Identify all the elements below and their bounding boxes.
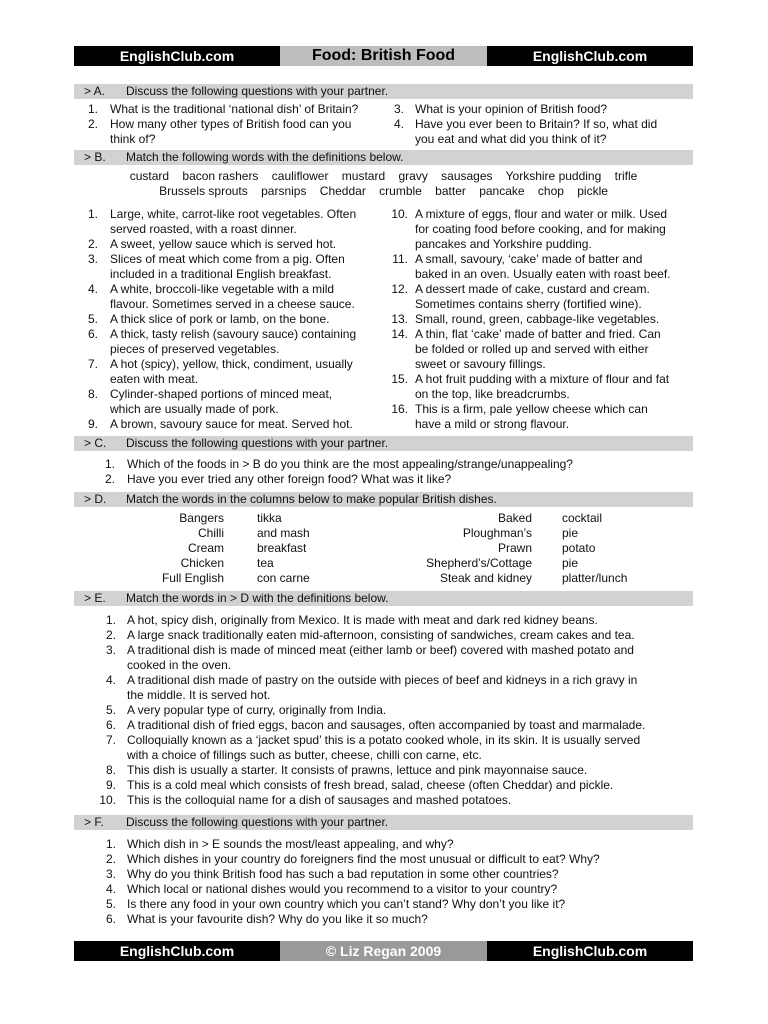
list-item-line: eaten with meat.	[110, 372, 199, 386]
list-number: 10.	[99, 793, 116, 807]
list-item-line: Large, white, carrot-like root vegetables. Often	[110, 207, 357, 221]
section-e-instruction: Match the words in > D with the definitions below.	[126, 591, 389, 605]
section-a-letter: > A.	[84, 84, 106, 98]
section-b-instruction: Match the following words with the definitions below.	[126, 150, 404, 164]
question-a4-line2: you eat and what did you think of it?	[415, 132, 607, 146]
section-f-instruction: Discuss the following questions with your partner.	[126, 815, 389, 829]
dish-first-word: Prawn	[497, 541, 532, 555]
question-a1: What is the traditional ‘national dish’ of Britain?	[110, 102, 359, 116]
list-number: 5.	[87, 312, 98, 326]
section-b-letter: > B.	[84, 150, 106, 164]
list-number: 1.	[104, 457, 115, 471]
list-item-line: on the top, like breadcrumbs.	[415, 387, 570, 401]
list-number: 1.	[105, 613, 116, 627]
footer-bar	[74, 941, 693, 961]
list-number: 3.	[87, 252, 98, 266]
list-item-line: Sometimes contains sherry (fortified wine).	[415, 297, 642, 311]
dish-second-word: pie	[562, 526, 579, 540]
section-d-heading	[74, 492, 693, 507]
list-item-line: with a choice of fillings such as butter, cheese, chilli con carne, etc.	[127, 748, 482, 762]
list-item-line: A thick slice of pork or lamb, on the bone.	[110, 312, 330, 326]
list-item-line: This dish is usually a starter. It consists of prawns, lettuce and pink mayonnaise sauce.	[127, 763, 588, 777]
list-item-line: which are usually made of pork.	[110, 402, 279, 416]
dish-first-word: Steak and kidney	[439, 571, 532, 585]
list-item-line: This is a cold meal which consists of fresh bread, salad, cheese (often Cheddar) and pickle.	[127, 778, 614, 792]
dish-first-word: Cream	[187, 541, 224, 555]
list-item-line: A large snack traditionally eaten mid-afternoon, consisting of sandwiches, cream cakes and tea.	[127, 628, 635, 642]
list-item-line: flavour. Sometimes served in a cheese sauce.	[110, 297, 355, 311]
list-number: 4.	[87, 282, 98, 296]
list-item-line: be folded or rolled up and served with either	[415, 342, 649, 356]
dish-first-word: Chicken	[180, 556, 224, 570]
header-left-brand: EnglishClub.com	[74, 46, 280, 66]
footer-left-brand: EnglishClub.com	[74, 941, 280, 961]
section-e-heading	[74, 591, 693, 606]
list-item-line: A sweet, yellow sauce which is served hot.	[110, 237, 337, 251]
dish-second-word: and mash	[257, 526, 310, 540]
list-item-line: sweet or savoury fillings.	[415, 357, 546, 371]
word-bank-line2: Brussels sprouts parsnips Cheddar crumble batter pancake chop pickle	[159, 184, 608, 198]
dish-first-word: Ploughman’s	[462, 526, 532, 540]
list-number: 6.	[105, 912, 116, 926]
section-c-letter: > C.	[84, 436, 107, 450]
list-number: 1.	[105, 837, 116, 851]
dish-second-word: platter/lunch	[562, 571, 628, 585]
question-a2-line1: How many other types of British food can you	[110, 117, 352, 131]
list-item: Why do you think British food has such a bad reputation in some other countries?	[127, 867, 559, 881]
list-item-line: served roasted, with a roast dinner.	[110, 222, 297, 236]
word-bank-line1: custard bacon rashers cauliflower mustard gravy sausages Yorkshire pudding trifle	[129, 169, 638, 183]
list-number: 9.	[87, 417, 98, 431]
list-number: 11.	[392, 252, 408, 266]
list-item-line: included in a traditional English breakfast.	[110, 267, 332, 281]
list-number: 10.	[391, 207, 408, 221]
list-item: Which local or national dishes would you recommend to a visitor to your country?	[127, 882, 558, 896]
list-item-line: A traditional dish made of pastry on the outside with pieces of beef and kidneys in a rich gravy in	[127, 673, 638, 687]
list-item-line: A thin, flat ‘cake’ made of batter and fried. Can	[415, 327, 661, 341]
list-item-line: Slices of meat which come from a pig. Often	[110, 252, 345, 266]
list-number: 7.	[105, 733, 116, 747]
list-number: 2.	[87, 117, 98, 131]
list-number: 5.	[105, 897, 116, 911]
list-item-line: cooked in the oven.	[127, 658, 232, 672]
dish-second-word: cocktail	[562, 511, 603, 525]
list-item-line: the middle. It is served hot.	[127, 688, 271, 702]
section-d-instruction: Match the words in the columns below to make popular British dishes.	[126, 492, 497, 506]
list-number: 6.	[105, 718, 116, 732]
list-item-line: pieces of preserved vegetables.	[110, 342, 280, 356]
list-number: 7.	[87, 357, 98, 371]
question-a2-line2: think of?	[110, 132, 156, 146]
dish-second-word: pie	[562, 556, 579, 570]
dish-first-word: Full English	[161, 571, 224, 585]
list-number: 3.	[393, 102, 404, 116]
list-number: 6.	[87, 327, 98, 341]
list-item-line: A brown, savoury sauce for meat. Served hot.	[110, 417, 353, 431]
list-item-line: Colloquially known as a ‘jacket spud’ this is a potato cooked whole, in its skin. It is usually served	[127, 733, 641, 747]
list-item: Which dishes in your country do foreigners find the most unusual or difficult to eat? Why?	[127, 852, 600, 866]
dish-first-word: Shepherd’s/Cottage	[426, 556, 532, 570]
list-number: 8.	[87, 387, 98, 401]
list-item-line: A very popular type of curry, originally from India.	[127, 703, 387, 717]
list-number: 2.	[105, 628, 116, 642]
list-item-line: A white, broccoli-like vegetable with a mild	[110, 282, 335, 296]
list-number: 5.	[105, 703, 116, 717]
question-a3: What is your opinion of British food?	[415, 102, 608, 116]
list-number: 2.	[105, 852, 116, 866]
dish-second-word: breakfast	[257, 541, 307, 555]
section-f-heading	[74, 815, 693, 830]
list-item-line: baked in an oven. Usually eaten with roast beef.	[415, 267, 671, 281]
section-a-heading	[74, 84, 693, 99]
list-item-line: A mixture of eggs, flour and water or milk. Used	[415, 207, 668, 221]
list-number: 16.	[391, 402, 408, 416]
list-item-line: A hot, spicy dish, originally from Mexico. It is made with meat and dark red kidney beans.	[127, 613, 598, 627]
dish-second-word: potato	[562, 541, 596, 555]
list-item: Is there any food in your own country which you can’t stand? Why don’t you like it?	[127, 897, 566, 911]
header-bar	[74, 46, 693, 66]
list-number: 4.	[393, 117, 404, 131]
list-item: Which dish in > E sounds the most/least appealing, and why?	[127, 837, 454, 851]
list-number: 15.	[391, 372, 408, 386]
list-number: 1.	[87, 207, 98, 221]
section-d-letter: > D.	[84, 492, 107, 506]
list-number: 1.	[87, 102, 98, 116]
list-item: Have you ever tried any other foreign food? What was it like?	[127, 472, 452, 486]
section-e-letter: > E.	[84, 591, 106, 605]
list-number: 3.	[105, 867, 116, 881]
list-item-line: for coating food before cooking, and for making	[415, 222, 666, 236]
list-item-line: A hot (spicy), yellow, thick, condiment, usually	[110, 357, 353, 371]
list-item-line: A traditional dish of fried eggs, bacon and sausages, often accompanied by toast and marmalade.	[127, 718, 646, 732]
list-item-line: A hot fruit pudding with a mixture of flour and fat	[415, 372, 670, 386]
section-b-heading	[74, 150, 693, 165]
section-a-instruction: Discuss the following questions with your partner.	[126, 84, 389, 98]
list-number: 4.	[105, 882, 116, 896]
header-right-brand: EnglishClub.com	[487, 46, 693, 66]
section-f-letter: > F.	[84, 815, 104, 829]
list-item-line: A thick, tasty relish (savoury sauce) containing	[110, 327, 357, 341]
list-number: 4.	[105, 673, 116, 687]
page-title: Food: British Food	[280, 46, 487, 66]
list-item: What is your favourite dish? Why do you like it so much?	[127, 912, 428, 926]
section-c-heading	[74, 436, 693, 451]
list-number: 13.	[391, 312, 408, 326]
list-item-line: This is a firm, pale yellow cheese which can	[415, 402, 648, 416]
footer-copyright: © Liz Regan 2009	[280, 941, 487, 961]
list-number: 8.	[105, 763, 116, 777]
list-item-line: A small, savoury, ‘cake’ made of batter and	[415, 252, 643, 266]
list-number: 12.	[391, 282, 408, 296]
list-number: 9.	[105, 778, 116, 792]
dish-first-word: Baked	[497, 511, 532, 525]
list-item-line: Small, round, green, cabbage-like vegetables.	[415, 312, 660, 326]
list-number: 2.	[104, 472, 115, 486]
list-number: 3.	[105, 643, 116, 657]
list-item-line: pancakes and Yorkshire pudding.	[415, 237, 592, 251]
list-number: 2.	[87, 237, 98, 251]
dish-first-word: Chilli	[197, 526, 224, 540]
footer-right-brand: EnglishClub.com	[487, 941, 693, 961]
list-item-line: A dessert made of cake, custard and cream.	[415, 282, 650, 296]
dish-second-word: tikka	[257, 511, 282, 525]
dish-first-word: Bangers	[179, 511, 224, 525]
list-number: 14.	[391, 327, 408, 341]
list-item-line: have a mild or strong flavour.	[415, 417, 570, 431]
list-item-line: Cylinder-shaped portions of minced meat,	[110, 387, 333, 401]
list-item-line: This is the colloquial name for a dish of sausages and mashed potatoes.	[127, 793, 512, 807]
section-c-instruction: Discuss the following questions with your partner.	[126, 436, 389, 450]
question-a4-line1: Have you ever been to Britain? If so, what did	[415, 117, 658, 131]
list-item-line: A traditional dish is made of minced meat (either lamb or beef) covered with mashed potato and	[127, 643, 634, 657]
dish-second-word: tea	[257, 556, 274, 570]
list-item: Which of the foods in > B do you think are the most appealing/strange/unappealing?	[127, 457, 573, 471]
dish-second-word: con carne	[257, 571, 310, 585]
